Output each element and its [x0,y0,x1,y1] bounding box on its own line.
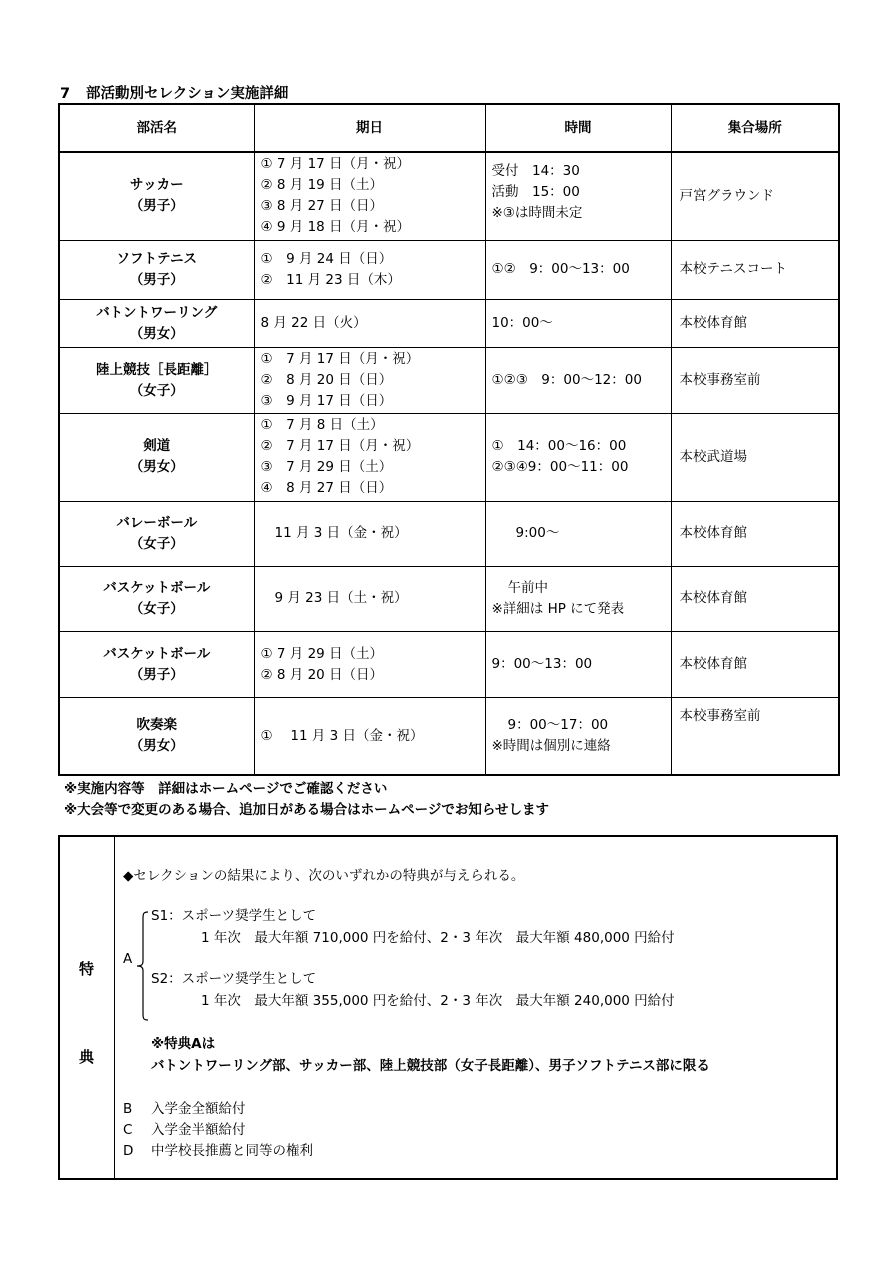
table-row [59,348,839,414]
place-cell: 本校体育館 [671,299,839,347]
date-item: ④ 8 月 27 日（日） [260,480,393,497]
date-item: ② 8 月 19 日（土） [260,177,384,194]
table-row [59,152,839,240]
time-item: ②③④9：00～11：00 [491,459,629,476]
table-row [59,501,839,566]
club-name-cell [59,414,254,501]
date-cell [254,631,485,697]
time-cell [485,698,671,775]
benefit-a-note-text: バトントワーリング部、サッカー部、陸上競技部（女子長距離）、男子ソフトテニス部に限る [151,1058,710,1074]
time-cell [485,299,671,347]
date-cell [254,414,485,501]
club-gender: （男子） [129,666,184,683]
date-item: ① 7 月 17 日（月・祝） [260,156,411,173]
time-item: ① 14：00～16：00 [491,438,627,455]
time-item: ①② 9：00～13：00 [491,261,630,278]
table-row [59,631,839,697]
benefits-box [58,835,838,1180]
benefits-heading [60,837,115,1178]
table-header-row [59,104,839,152]
date-item: ① 9 月 24 日（日） [260,250,393,267]
section-number: 7 [60,86,71,102]
list-item-text: 中学校長推薦と同等の権利 [151,1143,313,1159]
list-item-label: D [123,1143,134,1159]
date-item: ① 7 月 29 日（土） [260,645,384,662]
list-item [123,1120,313,1141]
club-name: 剣道 [143,438,171,455]
club-name-cell [59,501,254,566]
header-date: 期日 [254,104,485,152]
club-name: 吹奏楽 [136,717,177,734]
club-name-cell [59,348,254,414]
club-name-cell [59,698,254,775]
club-gender: （男子） [129,271,184,288]
table-row [59,240,839,299]
time-item: 9：00～13：00 [491,656,593,673]
time-cell [485,631,671,697]
time-item: 9：00～17：00 [507,717,609,734]
club-name: バトントワーリング [96,304,218,321]
club-gender: （男女） [129,459,184,476]
time-cell [485,152,671,240]
list-item [123,1141,313,1162]
header-time: 時間 [485,104,671,152]
club-gender: （男女） [129,738,184,755]
date-item: ② 11 月 23 日（木） [260,271,401,288]
time-cell [485,414,671,501]
benefits-body [115,837,836,1178]
table-row [59,414,839,501]
date-cell [254,299,485,347]
benefit-s2-title: S2：スポーツ奨学生として [151,971,317,987]
note-line: ※実施内容等 詳細はホームページでご確認ください [64,781,388,797]
header-club: 部活名 [59,104,254,152]
date-cell [254,501,485,566]
date-cell [254,698,485,775]
date-item: ③ 8 月 27 日（日） [260,198,384,215]
table-row [59,566,839,631]
club-name: バスケットボール [103,579,211,596]
benefits-heading-char: 特 [79,960,95,978]
date-item: 9 月 23 日（土・祝） [274,590,408,607]
table-row [59,299,839,347]
benefit-s1-title: S1：スポーツ奨学生として [151,908,317,924]
selection-table [58,103,840,776]
notes [64,779,549,821]
benefit-s1-detail: 1 年次 最大年額 710,000 円を給付、2・3 年次 最大年額 480,000 円給付 [201,930,675,946]
time-item: ①②③ 9：00～12：00 [491,372,642,389]
date-item: ① 7 月 17 日（月・祝） [260,351,420,368]
table-row [59,698,839,775]
club-gender: （女子） [129,382,184,399]
list-item [123,1099,313,1120]
benefit-others-list [123,1099,313,1162]
date-item: ④ 9 月 18 日（月・祝） [260,219,411,236]
benefit-s1 [151,905,675,949]
date-cell [254,240,485,299]
header-place: 集合場所 [671,104,839,152]
time-cell [485,566,671,631]
time-item: ※詳細は HP にて発表 [491,600,625,617]
club-gender: （女子） [129,600,184,617]
place-cell: 本校体育館 [671,566,839,631]
date-cell [254,566,485,631]
date-cell [254,152,485,240]
date-item: ② 8 月 20 日（日） [260,372,393,389]
club-name: バレーボール [116,514,198,531]
benefits-intro: ◆セレクションの結果により、次のいずれかの特典が与えられる。 [123,868,525,884]
time-cell [485,348,671,414]
benefit-a-note [151,1033,710,1077]
club-name-cell [59,631,254,697]
club-name: ソフトテニス [116,250,197,267]
date-cell [254,348,485,414]
time-item: ※時間は個別に連絡 [491,738,611,755]
benefit-s2-detail: 1 年次 最大年額 355,000 円を給付、2・3 年次 最大年額 240,000 円給付 [201,993,675,1009]
time-cell [485,501,671,566]
date-item: ① 7 月 8 日（土） [260,417,384,434]
club-gender: （男女） [129,325,184,342]
list-item-label: B [123,1101,133,1117]
club-name: 陸上競技［長距離］ [96,361,218,378]
date-item: ② 7 月 17 日（月・祝） [260,438,420,455]
place-cell: 本校武道場 [671,414,839,501]
date-item: ① 11 月 3 日（金・祝） [260,727,424,744]
club-gender: （女子） [129,535,184,552]
date-item: 8 月 22 日（火） [260,315,367,332]
section-title-text: 部活動別セレクション実施詳細 [86,86,289,102]
benefits-heading-char: 典 [79,1048,95,1066]
time-item: 10：00～ [491,315,553,332]
club-gender: （男子） [129,198,184,215]
club-name: バスケットボール [103,645,211,662]
date-item: ③ 9 月 17 日（日） [260,393,393,410]
place-cell: 本校体育館 [671,631,839,697]
date-item: 11 月 3 日（金・祝） [274,525,408,542]
benefit-s2 [151,968,675,1012]
benefit-a-label: A [123,951,133,967]
time-item: 9:00～ [515,525,560,542]
time-item: 活動 15：00 [491,184,580,200]
time-item: 午前中 [507,579,548,596]
club-name: サッカー [129,177,184,194]
time-cell [485,240,671,299]
time-item: ※③は時間未定 [491,205,583,221]
note-line: ※大会等で変更のある場合、追加日がある場合はホームページでお知らせします [64,802,549,818]
benefit-a-note-title: ※特典Aは [151,1036,216,1052]
time-item: 受付 14：30 [491,163,580,179]
club-name-cell [59,566,254,631]
place-cell: 本校事務室前 [671,348,839,414]
date-item: ② 8 月 20 日（日） [260,666,384,683]
place-cell: 本校事務室前 [671,698,839,775]
club-name-cell [59,152,254,240]
place-cell: 戸宮グラウンド [671,152,839,240]
club-name-cell [59,240,254,299]
list-item-text: 入学金全額給付 [151,1101,246,1117]
list-item-label: C [123,1122,133,1138]
place-cell: 本校体育館 [671,501,839,566]
date-item: ③ 7 月 29 日（土） [260,459,393,476]
list-item-text: 入学金半額給付 [151,1122,246,1138]
place-cell: 本校テニスコート [671,240,839,299]
section-title [60,82,288,103]
club-name-cell [59,299,254,347]
